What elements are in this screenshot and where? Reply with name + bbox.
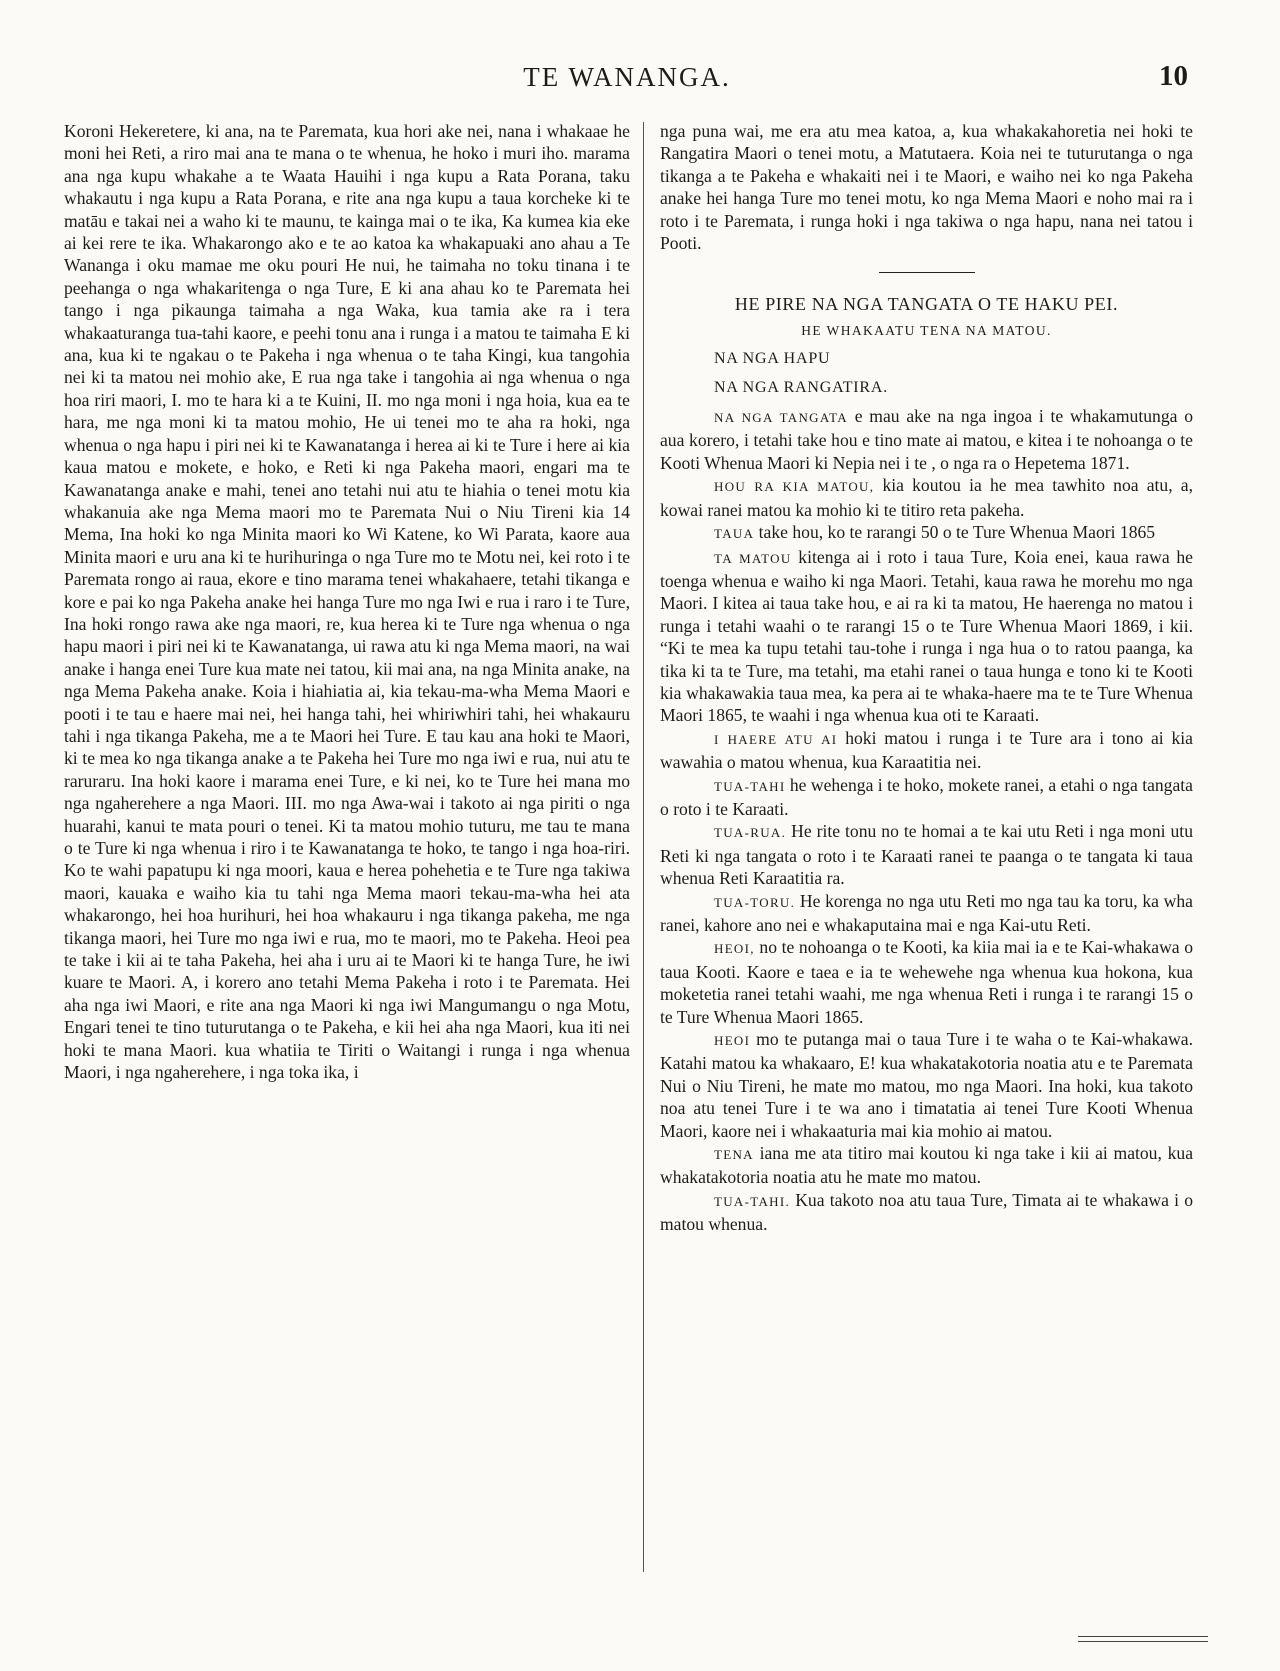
footer-rule <box>1078 1636 1208 1642</box>
paragraph-lead: TUA-RUA. <box>714 825 787 841</box>
paragraph-lead: TUA-TAHI. <box>714 1193 791 1209</box>
paragraph-text: no te nohoanga o te Kooti, ka kiia mai ia e te Kai-whakawa o taua Kooti. Kaore e taea e ia te wehewehe nga whenua kua hokona, kua moketetia ranei tetahi waahi, me nga whenua Reti i runga i te rarangi 15 o te Ture Whenua Maori 1865. <box>660 937 1193 1027</box>
paragraph <box>660 727 1193 774</box>
intro-paragraph: nga puna wai, me era atu mea katoa, a, kua whakakahoretia nei hoki te Rangatira Maori o tenei motu, a Matutaera. Koia nei te tuturutanga o nga tikanga a te Pakeha e whakaiti nei i te Maori, e waiho nei ko nga Pakeha anake hei hanga Ture mo tenei motu, ko nga Mema Maori e noho mai ra i roto i te Paremata, i runga hoki i nga takiwa o nga hapu, nana nei tatou i Pooti. <box>660 121 1193 254</box>
section-heading: HE PIRE NA NGA TANGATA O TE HAKU PEI. <box>734 294 1119 315</box>
paragraph-text: He korenga no nga utu Reti mo nga tau ka toru, ka wha ranei, kahore ano nei e whakaputaina mai e nga Kai-utu Reti. <box>660 890 1193 935</box>
paragraph-text: hoki matou i runga i te Ture ara i tono ai kia wawahia o matou whenua, kua Karaatitia nei. <box>660 727 1193 773</box>
paragraph-text: Kua takoto noa atu taua Ture, Timata ai te whakawa i o matou whenua. <box>660 1189 1193 1235</box>
paragraph-lead: TUA-TORU. <box>714 894 796 910</box>
paragraph-text: e mau ake na nga ingoa i te whakamutunga o aua korero, i tetahi take hou e tino mate ai matou, e kitea i te nohoanga o te Kooti Whenua Maori ki Nepia nei i te , o nga ra o Hepetema 1871. <box>660 406 1193 473</box>
address-line: NA NGA RANGATIRA. <box>714 378 889 396</box>
paragraph <box>660 936 1193 1028</box>
paragraph-lead: HOU RA KIA MATOU, <box>714 479 875 495</box>
column-divider <box>643 122 644 1572</box>
paragraph-lead: TUA-TAHI <box>714 778 786 794</box>
left-column <box>64 120 630 1580</box>
paragraph-lead: TAUA <box>714 526 755 542</box>
paragraph-text: iana me ata titiro mai koutou ki nga take i kii ai matou, kua whakatakotoria noatia atu he mate mo matou. <box>660 1143 1193 1188</box>
paragraph <box>660 405 1193 474</box>
paragraph-lead: TA MATOU <box>714 550 792 566</box>
paragraph <box>660 1189 1193 1236</box>
paragraph-text: mo te putanga mai o taua Ture i te waha o te Kai-whakawa. Katahi matou ka whakaaro, E! kua whakatakotoria noatia atu e te Paremata Nui o Niu Tireni, he mate mo matou, mo nga Maori. Ina hoki, kua takoto noa atu tenei Ture i te wa ano i timatatia ai tenei Ture Kooti Whenua Maori, kaore nei i whakaaturia mai kia mohio ai matou. <box>660 1029 1193 1141</box>
paragraph-text: he wehenga i te hoko, mokete ranei, a etahi o nga tangata o roto i te Karaati. <box>660 774 1193 819</box>
page-header <box>62 62 1192 96</box>
page-number: 10 <box>1159 60 1188 92</box>
paragraph <box>660 1142 1193 1189</box>
paragraph-lead: TENA <box>714 1147 754 1163</box>
paragraph <box>660 474 1193 521</box>
paragraph-text: take hou, ko te rarangi 50 o te Ture Whenua Maori 1865 <box>754 522 1156 543</box>
paragraph-lead: HEOI, <box>714 941 755 957</box>
left-column-text: Koroni Hekeretere, ki ana, na te Paremata, kua hori ake nei, nana i whakaae he moni hei Reti, a riro mai ana te mana o te whenua, he hoko i muri iho. marama ana nga kupu whakahe a te Waata Hauihi i nga kupu a Rata Porana, taku whakautu i nga kupu a Rata Porana, e rite ana nga kupu a taua korcheke ki te matāu e takai nei a waho ki te maunu, te kainga mai o te ika, Ka kumea kia eke ai kei rere te ika. Whakarongo ako e te ao katoa ka whakapuaki ano ahau a Te Wananga i oku mamae me oku pouri He nui, he taimaha no toku tinana i te peehanga o nga whakaritenga o nga Ture, E ki ana ahau ko te Paremata hei tango i nga pikaunga taimaha a nga Waka, kua tamia ake ra i tera whakaaturanga tua-tahi kaore, e peehi tonu ana i runga i a matou te taimaha E ki ana, kua ki te ngakau o te Pakeha i nga whenua o te taha Kingi, kua tangohia nei ki ta matou nei mohio ake, E rua nga take i tangohia ai nga whenua o nga hoa riri maori, I. mo te hara ki a te Kuini, II. mo nga moni i nga hoia, kua ea te hara, me nga moni ki ta matou mohio, He ui tenei mo te aha ra hoki, nga whenua o nga hapu i piri nei ki te Kawanatanga i herea ai ki te Ture i here ai kia kaua matou e mokete, e hoko, e Reti ki nga Pakeha maori, engari ma te Kawanatanga anake e mahi, tenei ano tetahi nui atu te hiahia o tenei motu kia whakanuia ake nga Mema maori mo te Paremata Nui o Niu Tireni kia 14 Mema, Ina hoki ko nga Minita maori ko Wi Katene, ko Wi Parata, kaore aua Minita maori e uru ana ki te hurihuringa o nga Ture mo te Motu nei, kei roto i te Paremata rongo ai raua, ekore e tino marama tenei whakahaere, tetahi tikanga e kore e pai ko nga Pakeha anake hei hanga Ture mo nga Iwi e rua i raro i te Ture, Ina hoki rongo rawa ake nga maori, re, kua herea ki te Ture nga whenua o nga hapu maori i piri nei ki te Kawanatanga, ui rawa atu ki nga Mema maori, na wai anake i hanga enei Ture kua mate nei tatou, kii mai ana, na nga Minita anake, na nga Mema Pakeha anake. Koia i hiahiatia ai, kia tekau-ma-wha Mema Maori e pooti i te tau e haere mai nei, hei hanga tahi, hei whiriwhiri tahi, hei whakauru tahi i nga tikanga Pakeha, me a te Maori hei Ture. E tau kau ana hoki te Maori, ki te mea ko nga tikanga anake a te Pakeha hei Ture mo nga iwi e rua, nui atu te raruraru. Ina hoki kaore i marama enei Ture, e ki nei, ko te Ture hei mana mo nga ngaherehere a nga Maori. III. mo nga Awa-wai i takoto ai nga piriti o nga huarahi, kanui te mata pouri o tenei. Ki ta matou mohio tuturu, me tau te mana o te Ture ki nga whenua i riro i te Kawanatanga te hoko, te tango i nga hoa-riri. Ko te wahi papatupu ki nga moori, kaua e herea pohehetia e te Ture nga takiwa maori, kauaka e waiho kia tu tahi nga Mema maori tekau-ma-wha hei ata whakarongo, hei hoa hurihuri, hei hoa whakauru i nga tikanga pakeha, me nga tikanga maori, hei Ture mo nga iwi e rua, mo te maori, mo te Pakeha. Heoi pea te take i kii ai te taha Pakeha, hei aha i uru ai te Maori ki te hanga Ture, he iwi kuare te Maori. A, i korero ano tetahi Mema Pakeha i roto i te Paremata. Hei aha nga iwi Maori, e rite ana nga Maori ki nga iwi Mangumangu o nga Motu, Engari tenei te tino tuturutanga o te Pakeha, e kii hei aha nga Maori, kua iti nei hoki te mana Maori. kua whatiia te Tiriti o Waitangi i runga i nga whenua Maori, i nga ngaherehere, i nga toka ika, i <box>64 121 630 1083</box>
paragraph-lead: I HAERE ATU AI <box>714 731 838 747</box>
paragraph <box>660 1028 1193 1142</box>
paragraph <box>660 521 1193 545</box>
paragraph <box>660 546 1193 727</box>
section-separator <box>879 272 975 273</box>
paragraph-text: He rite tonu no te homai a te kai utu Reti i nga moni utu Reti ki nga tangata o roto i te Karaati ranei te paanga o te tangata ki taua whenua Reti Karaatitia ra. <box>660 821 1193 889</box>
section-subheading: HE WHAKAATU TENA NA MATOU. <box>801 322 1052 338</box>
paragraph-lead: HEOI <box>714 1033 751 1049</box>
paragraph <box>660 820 1193 889</box>
paragraph <box>660 890 1193 937</box>
paragraph-text: kitenga ai i roto i taua Ture, Koia enei, kaua rawa he toenga whenua e waiho ki nga Maori. Tetahi, kaua rawa he morehu mo nga Maori. I kitea ai taua take hou, e ai ra ki ta matou, He haerenga no matou i runga i tetahi waahi o te rarangi 15 o te Ture Whenua Maori 1869, i kii. “Ki te mea ka tupu tetahi tau-tohe i runga i nga hua o to ratou paanga, ka tika ki ta te Ture, ma tetahi, ma etahi ranei o taua hunga e tono ki te Kooti kia whakawakia taua mea, ka pera ai te whaka-haere ma te te Ture Whenua Maori 1865, te waahi i nga whenua kua oti te Karaati. <box>660 546 1193 726</box>
newspaper-title: TE WANANGA. <box>523 62 731 92</box>
paragraph-text: kia koutou ia he mea tawhito noa atu, a, kowai ranei matou ka mohio ki te titiro reta pakeha. <box>660 475 1193 520</box>
address-line: NA NGA HAPU <box>714 350 831 368</box>
paragraph-lead: NA NGA TANGATA <box>714 410 848 426</box>
paragraph <box>660 774 1193 821</box>
right-column <box>660 120 1193 1580</box>
